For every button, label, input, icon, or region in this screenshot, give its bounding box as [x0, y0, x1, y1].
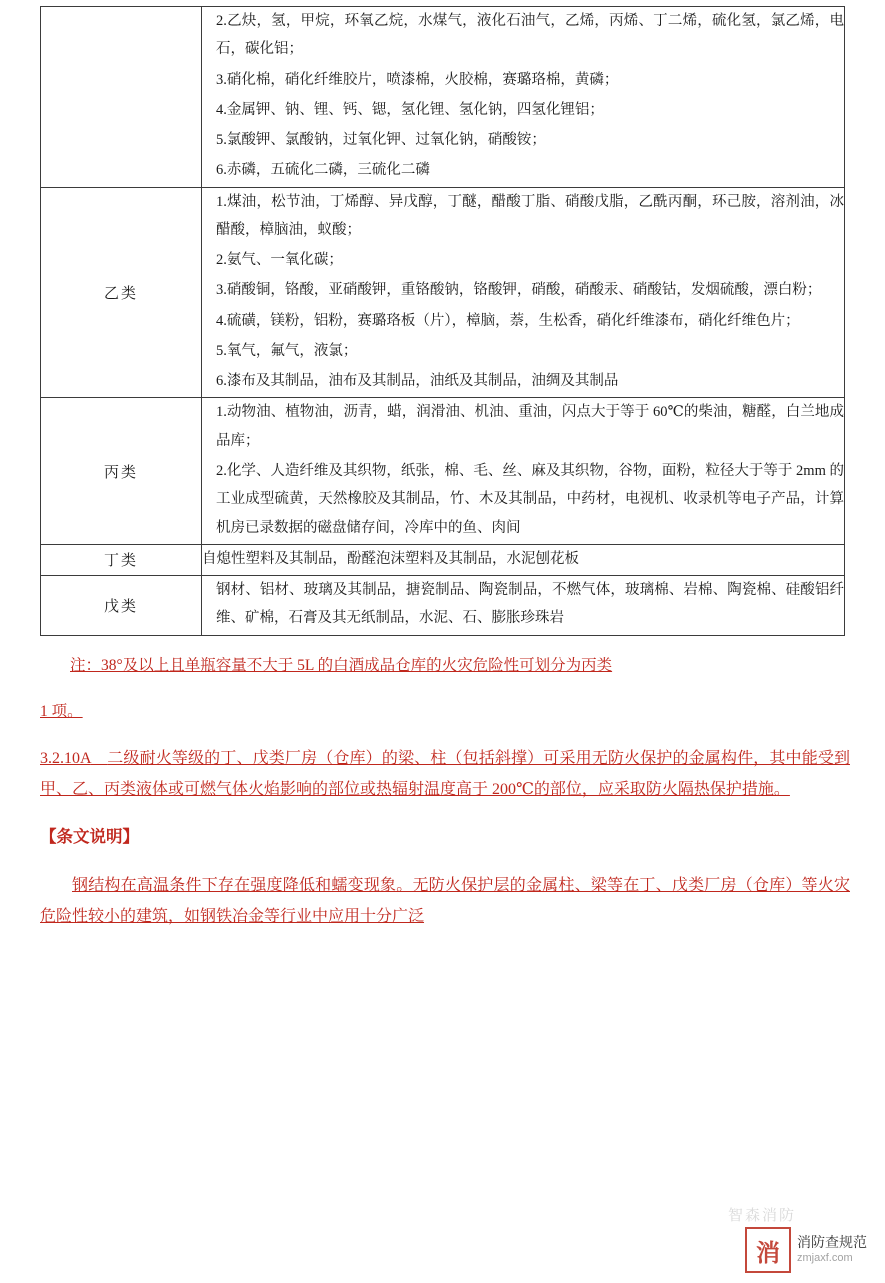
list-item: 3.硝酸铜，铬酸，亚硝酸钾，重铬酸钠，铬酸钾，硝酸，硝酸汞、硝酸钴，发烟硫酸，漂白粉；	[216, 282, 822, 299]
table-note-text-2: 1 项。	[40, 702, 83, 720]
list-item: 3.硝化棉，硝化纤维胶片，喷漆棉，火胶棉，赛璐珞棉，黄磷；	[216, 71, 619, 88]
fire-hazard-classification-table	[40, 6, 845, 636]
watermark-ghost-text: 智森消防	[728, 1207, 797, 1224]
list-item: 1.动物油、植物油，沥青，蜡，润滑油、机油、重油，闪点大于等于 60℃的柴油，糖醛，白兰地成品库；	[216, 404, 844, 449]
watermark-texts	[797, 1234, 867, 1265]
items-cell	[202, 398, 845, 544]
list-item: 2.氨气、一氧化碳；	[216, 252, 343, 269]
category-cell: 乙类	[41, 187, 202, 398]
list-item: 6.漆布及其制品，油布及其制品，油纸及其制品，油绸及其制品	[216, 373, 619, 390]
clause-number: 3.2.10A	[40, 749, 91, 767]
clause-paragraph	[40, 743, 850, 805]
category-cell	[41, 7, 202, 188]
document-page	[0, 6, 885, 1283]
list-item: 2.乙炔，氢，甲烷，环氧乙烷，水煤气，液化石油气，乙烯，丙烯、丁二烯，硫化氢，氯乙烯，电石，碳化铝；	[216, 13, 844, 58]
list-item: 钢材、铝材、玻璃及其制品，搪瓷制品、陶瓷制品，不燃气体，玻璃棉、岩棉、陶瓷棉、硅酸铝纤维、矿棉，石膏及其无纸制品，水泥、石、膨胀珍珠岩	[216, 582, 844, 627]
table-row	[41, 544, 845, 575]
list-item: 6.赤磷，五硫化二磷，三硫化二磷	[216, 162, 430, 179]
list-item: 1.煤油，松节油，丁烯醇、异戊醇，丁醚，醋酸丁脂、硝酸戊脂，乙酰丙酮，环己胺，溶剂油，冰醋酸，樟脑油，蚁酸；	[216, 193, 844, 238]
table-row	[41, 576, 845, 636]
list-item: 5.氧气，氟气，液氯；	[216, 342, 358, 359]
items-cell	[202, 7, 845, 188]
items-cell	[202, 187, 845, 398]
table-note-line-1	[40, 651, 850, 681]
explanation-paragraph: 钢结构在高温条件下存在强度降低和蠕变现象。无防火保护层的金属柱、梁等在丁、戊类厂房（仓库）等火灾危险性较小的建筑，如钢铁冶金等行业中应用十分广泛	[40, 876, 850, 925]
watermark-site-name: 消防查规范	[797, 1234, 867, 1251]
items-cell	[202, 576, 845, 636]
category-cell: 丙类	[41, 398, 202, 544]
clause-body: 二级耐火等级的丁、戊类厂房（仓库）的梁、柱（包括斜撑）可采用无防火保护的金属构件，其中能受到甲、乙、丙类液体或可燃气体火焰影响的部位或热辐射温度高于 200℃的部位，应采取防火隔热保护措施。	[40, 749, 850, 798]
list-item: 2.化学、人造纤维及其织物，纸张，棉、毛、丝、麻及其织物，谷物，面粉，粒径大于等于 2mm 的工业成型硫黄，天然橡胶及其制品，竹、木及其制品，中药材，电视机、收录机等电子产品，计算机房已录数据的磁盘储存间，冷库中的鱼、肉间	[216, 462, 844, 536]
items-cell	[202, 544, 845, 575]
table-note-text-1: 注：38°及以上且单瓶容量不大于 5L 的白酒成品仓库的火灾危险性可划分为丙类	[70, 657, 613, 675]
table-row	[41, 187, 845, 398]
table-row	[41, 7, 845, 188]
list-item: 自熄性塑料及其制品，酚醛泡沫塑料及其制品，水泥刨花板	[202, 550, 579, 567]
list-item: 4.硫磺，镁粉，铝粉，赛璐珞板（片），樟脑，萘，生松香，硝化纤维漆布，硝化纤维色片；	[216, 312, 800, 329]
site-watermark	[745, 1227, 867, 1273]
watermark-logo-icon: 消	[745, 1227, 791, 1273]
category-cell: 丁类	[41, 544, 202, 575]
table-note-line-2	[40, 697, 850, 727]
explanation-heading: 【条文说明】	[40, 826, 139, 846]
watermark-site-url: zmjaxf.com	[797, 1251, 853, 1264]
list-item: 4.金属钾、钠、锂、钙、锶，氢化锂、氢化钠，四氢化锂铝；	[216, 101, 604, 118]
category-cell: 戊类	[41, 576, 202, 636]
list-item: 5.氯酸钾、氯酸钠，过氧化钾、过氧化钠，硝酸铵；	[216, 132, 546, 149]
notes-section	[40, 651, 850, 932]
table-row	[41, 398, 845, 544]
